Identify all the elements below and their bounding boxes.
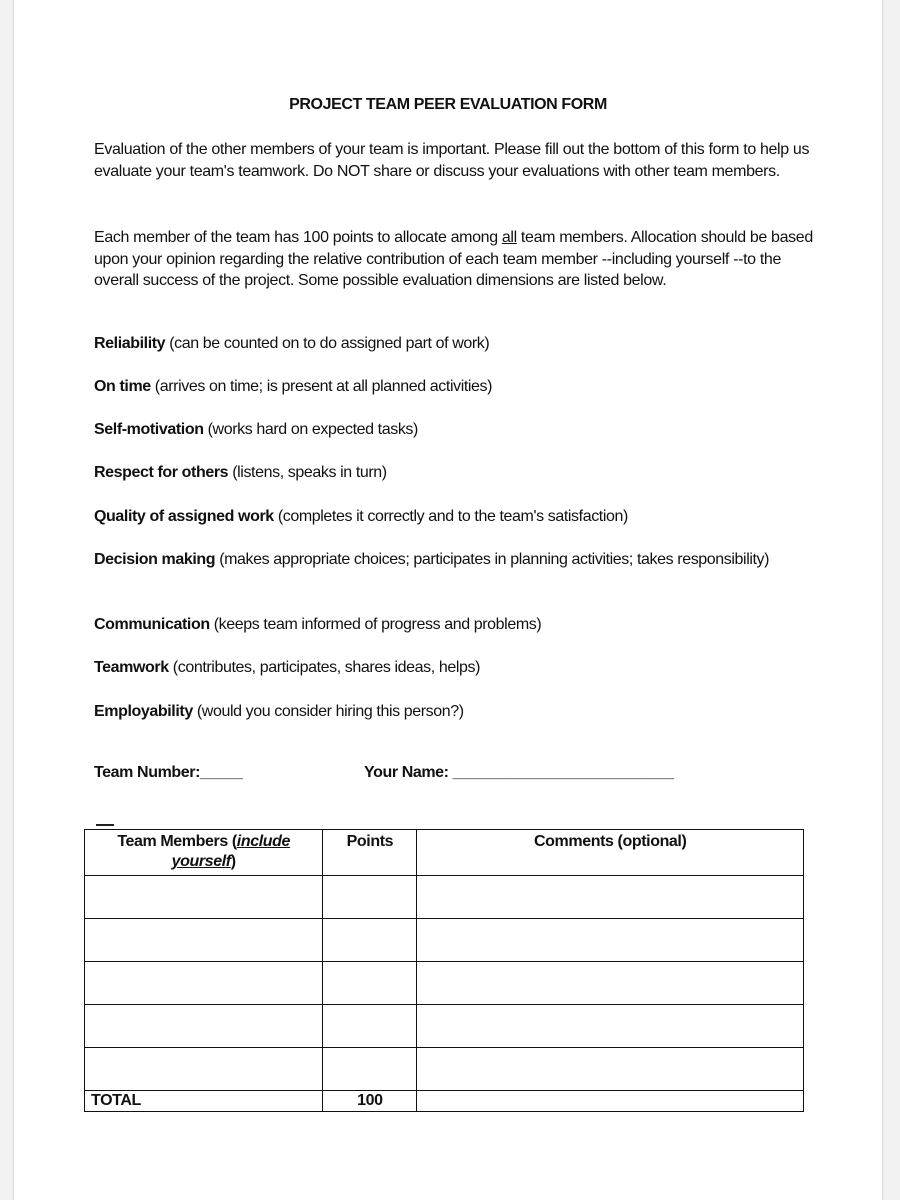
points-cell[interactable]: [323, 1048, 417, 1091]
header-text-end: ): [230, 853, 236, 870]
dimension-desc: (contributes, participates, shares ideas, helps): [168, 659, 480, 676]
points-cell[interactable]: [323, 1005, 417, 1048]
dimension-name: Employability: [94, 703, 193, 720]
dimension-employability: [94, 701, 814, 723]
dimension-decision-making: [94, 549, 814, 571]
dimension-name: On time: [94, 378, 151, 395]
dimension-desc: (works hard on expected tasks): [203, 421, 418, 438]
member-cell[interactable]: [85, 1005, 323, 1048]
header-emphasis: include yourself: [171, 833, 291, 870]
total-points: 100: [323, 1091, 417, 1112]
total-label: TOTAL: [85, 1091, 323, 1112]
table-row: [85, 1005, 804, 1048]
table-row: [85, 876, 804, 919]
dimension-quality: [94, 506, 814, 528]
points-cell[interactable]: [323, 919, 417, 962]
dimension-respect: [94, 462, 814, 484]
dimension-name: Communication: [94, 616, 210, 633]
dimension-name: Respect for others: [94, 464, 229, 481]
dimension-name: Teamwork: [94, 659, 169, 676]
dimension-on-time: [94, 376, 814, 398]
member-cell[interactable]: [85, 1048, 323, 1091]
dimension-name: Reliability: [94, 335, 166, 352]
form-title: PROJECT TEAM PEER EVALUATION FORM: [289, 96, 607, 113]
member-cell[interactable]: [85, 919, 323, 962]
comments-cell[interactable]: [417, 1048, 804, 1091]
header-points: Points: [323, 830, 417, 876]
table-header-row: [85, 830, 804, 876]
member-cell[interactable]: [85, 962, 323, 1005]
team-number-field[interactable]: Team Number:_____: [94, 764, 243, 781]
allocation-text-after: team members. Allocation should be based upon your opinion regarding the relative contribution of each team member --including yourself --to the overall success of the project. Some possible evaluation dimensions are listed below.: [94, 229, 813, 289]
document-page: [14, 0, 882, 1200]
evaluation-table: [84, 829, 804, 1112]
dimension-name: Self-motivation: [94, 421, 204, 438]
dimension-name: Quality of assigned work: [94, 508, 274, 525]
stray-underline: [96, 824, 114, 826]
comments-cell[interactable]: [417, 962, 804, 1005]
dimension-desc: (completes it correctly and to the team's satisfaction): [273, 508, 628, 525]
your-name-field[interactable]: Your Name: __________________________: [364, 764, 674, 781]
table-row: [85, 919, 804, 962]
total-row: [85, 1091, 804, 1112]
comments-cell[interactable]: [417, 876, 804, 919]
dimension-communication: [94, 614, 814, 636]
header-text: Team Members (: [117, 833, 237, 850]
dimension-self-motivation: [94, 419, 814, 441]
dimension-teamwork: [94, 657, 814, 679]
comments-cell[interactable]: [417, 1005, 804, 1048]
dimension-desc: (listens, speaks in turn): [228, 464, 387, 481]
allocation-text-before: Each member of the team has 100 points to allocate among: [94, 229, 502, 246]
dimension-reliability: [94, 333, 814, 355]
points-cell[interactable]: [323, 876, 417, 919]
allocation-emphasis: all: [501, 229, 517, 246]
allocation-paragraph: [94, 227, 814, 292]
total-comments-cell[interactable]: [417, 1091, 804, 1112]
dimension-desc: (keeps team informed of progress and problems): [209, 616, 542, 633]
member-cell[interactable]: [85, 876, 323, 919]
dimension-name: Decision making: [94, 551, 216, 568]
dimension-desc: (would you consider hiring this person?): [192, 703, 464, 720]
table-row: [85, 1048, 804, 1091]
intro-paragraph: Evaluation of the other members of your team is important. Please fill out the bottom of this form to help us evaluate your team's teamwork. Do NOT share or discuss your evaluations with other team members.: [94, 141, 810, 180]
table-row: [85, 962, 804, 1005]
dimension-desc: (arrives on time; is present at all planned activities): [150, 378, 493, 395]
comments-cell[interactable]: [417, 919, 804, 962]
dimension-desc: (can be counted on to do assigned part of work): [165, 335, 490, 352]
points-cell[interactable]: [323, 962, 417, 1005]
header-comments: Comments (optional): [417, 830, 804, 876]
dimension-desc: (makes appropriate choices; participates in planning activities; takes responsibility): [215, 551, 770, 568]
header-team-members: [85, 830, 323, 876]
